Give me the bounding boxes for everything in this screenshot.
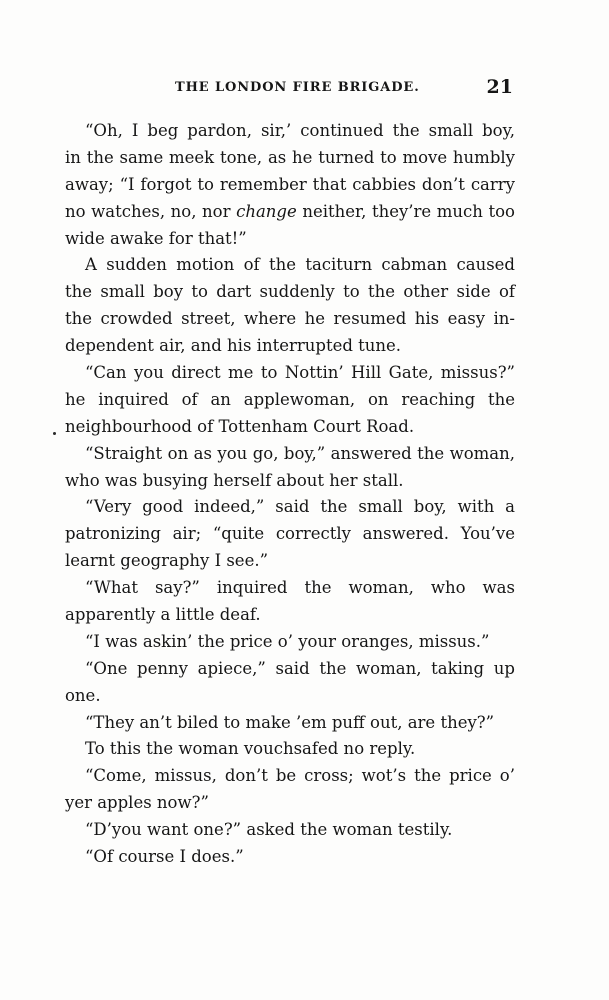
emphasized-word: change — [236, 201, 297, 221]
text-line: away; “I forgot to remember that cabbies don’t carry — [65, 174, 515, 194]
text-line: “Come, missus, don’t be cross; wot’s the price o’ — [85, 766, 515, 786]
text-line: the small boy to dart suddenly to the other side of — [65, 282, 515, 302]
text-line: the crowded street, where he resumed his easy in- — [65, 309, 515, 329]
text-line: “Oh, I beg pardon, sir,’ continued the small boy, — [85, 121, 515, 140]
text-line: patronizing air; “quite correctly answered. You’ve — [65, 524, 515, 544]
text-line: “Very good indeed,” said the small boy, with a — [85, 497, 515, 517]
text-line: A sudden motion of the taciturn cabman caused — [85, 255, 515, 275]
text-line: dependent air, and his interrupted tune. — [65, 336, 402, 356]
text-line: apparently a little deaf. — [65, 605, 261, 625]
text-line: yer apples now?” — [65, 793, 209, 813]
text-line: learnt geography I see.” — [65, 551, 269, 571]
running-head — [65, 76, 515, 100]
text-line: in the same meek tone, as he turned to move humbly — [65, 147, 515, 167]
text-line-end: neither, they’re much too — [296, 201, 515, 221]
text-line: neighbourhood of Tottenham Court Road. — [65, 416, 415, 436]
text-line: To this the woman vouchsafed no reply. — [85, 739, 416, 759]
running-title: THE LONDON FIRE BRIGADE. — [175, 80, 420, 95]
text-line: “Of course I does.” — [85, 847, 244, 867]
text-line: wide awake for that!” — [65, 228, 247, 248]
text-line: “I was askin’ the price o’ your oranges, missus.” — [85, 631, 490, 651]
body-text — [65, 118, 515, 871]
text-line: he inquired of an applewoman, on reaching the — [65, 389, 515, 409]
text-line: “They an’t biled to make ’em puff out, are they?” — [85, 712, 495, 732]
text-line: “One penny apiece,” said the woman, taking up — [85, 658, 515, 678]
text-line-start: no watches, no, nor — [65, 201, 237, 221]
text-line: “Can you direct me to Nottin’ Hill Gate, missus?” — [85, 363, 515, 383]
text-line: one. — [65, 685, 101, 705]
print-speck — [53, 432, 56, 435]
text-line — [65, 199, 515, 226]
text-line: “D’you want one?” asked the woman testily. — [85, 820, 453, 840]
text-line: “What say?” inquired the woman, who was — [85, 578, 515, 598]
text-line: “Straight on as you go, boy,” answered the woman, — [85, 443, 515, 463]
page-number: 21 — [486, 76, 513, 98]
text-line: who was busying herself about her stall. — [65, 470, 404, 490]
